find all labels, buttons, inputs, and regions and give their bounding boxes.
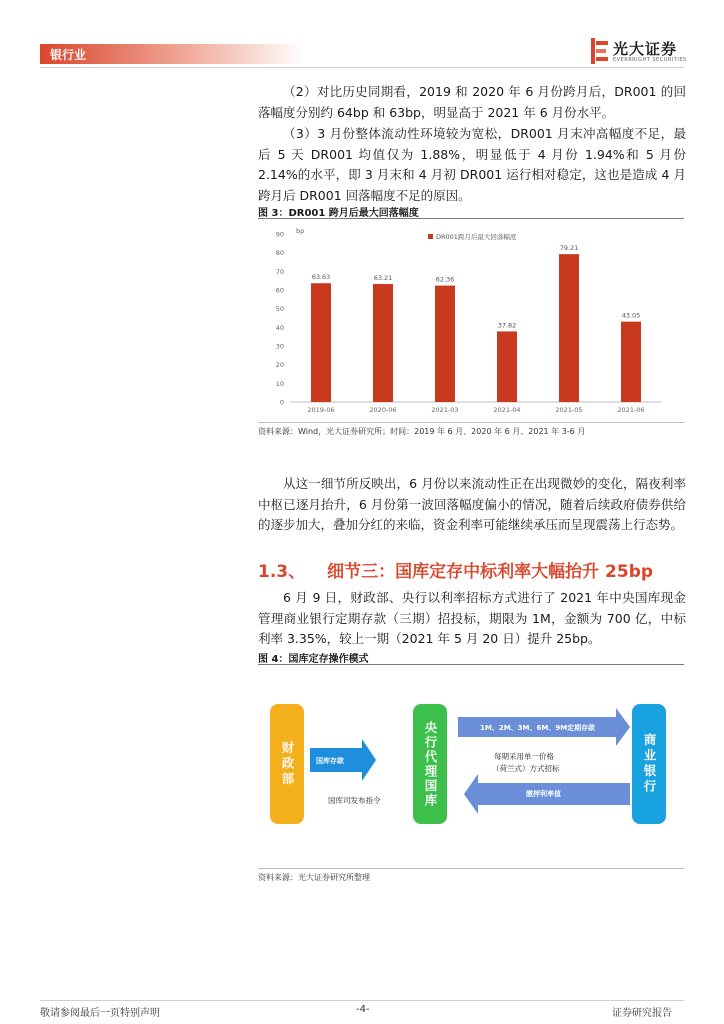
y-tick-label: 60 [275,286,284,295]
bar-value-label: 43.05 [621,311,641,320]
bar [373,284,393,402]
dr001-bar-chart [258,222,684,422]
figure3-top-rule [258,218,684,219]
mid-caption-2: （荷兰式）方式招标 [492,764,560,773]
box-commercial-banks: 商业银行 [632,704,666,824]
arrow1-label: 国库存款 [316,757,344,765]
footer-report-type: 证券研究报告 [612,1008,672,1019]
x-tick-label: 2021-04 [493,406,521,414]
y-tick-label: 30 [275,342,284,351]
x-tick-label: 2019-06 [307,406,335,414]
treasury-flow-diagram [258,670,684,870]
logo-subtitle: EVERBRIGHT SECURITIES [613,57,687,63]
logo-mark-icon [591,38,609,64]
logo-name: 光大证券 [613,40,678,58]
paragraph-conclusion: 从这一细节所反映出，6 月份以来流动性正在出现微妙的变化，隔夜利率中枢已逐月抬升，6 月份第一波回落幅度偏小的情况，随着后续政府债券供给的逐步加大，叠加分红的来临，资金利率可能继续承压而呈现震荡上行态势。 [258,476,686,532]
box-ministry-of-finance: 财政部 [270,704,304,824]
paragraph-march: （3）3 月份整体流动性环境较为宽松，DR001 月末冲高幅度不足，最后 5 天 DR001 均值仅为 1.88%，明显低于 4 月份 1.94%和 5 月份 2.14%的水平，即 3 月末和 4 月初 DR001 运行相对稳定，这也是造成 4 月跨月后 DR001 回落幅度不足的原因。 [258,126,686,203]
arrow2-label: 1M、2M、3M、6M、9M定期存款 [480,724,596,732]
arrow3-label: 缴押利率值 [526,790,561,798]
y-tick-label: 80 [275,249,284,258]
y-tick-label: 70 [275,267,284,276]
figure3-source: 资料来源：Wind，光大证券研究所；时间：2019 年 6 月、2020 年 6 月、2021 年 3-6 月 [258,427,586,436]
y-tick-label: 90 [275,230,284,239]
header-divider [40,67,684,68]
footer-disclaimer: 敬请参阅最后一页特别声明 [40,1008,160,1019]
footer-divider [40,1000,684,1001]
y-tick-label: 50 [275,305,284,314]
bar-value-label: 63.63 [311,273,331,282]
figure4-source: 资料来源：光大证券研究所整理 [258,873,370,882]
bar [621,322,641,402]
bar [435,286,455,402]
paragraph-treasury-deposit: 6 月 9 日，财政部、央行以利率招标方式进行了 2021 年中央国库现金管理商业银行定期存款（三期）招投标，期限为 1M，金额为 700 亿，中标利率 3.35%，较上一期（2021 年 5 月 20 日）提升 25bp。 [258,590,686,646]
x-tick-label: 2020-06 [369,406,397,414]
y-tick-label: 20 [275,361,284,370]
figure3-bottom-rule [258,422,684,423]
legend-swatch [428,234,433,239]
figure3-title: 图 3：DR001 跨月后最大回落幅度 [258,208,419,219]
y-tick-label: 40 [275,323,284,332]
mid-caption-1: 每期采用单一价格 [494,752,554,761]
section-number: 1.3、 [258,562,306,582]
x-tick-label: 2021-05 [555,406,583,414]
bar [559,254,579,402]
box-central-bank-treasury: 央行代理国库 [413,704,447,824]
x-tick-label: 2021-03 [431,406,459,414]
bar [311,283,331,402]
figure4-bottom-rule [258,868,684,869]
legend-label: DR001跨月后最大回落幅度 [436,233,517,241]
section-title: 细节三：国库定存中标利率大幅抬升 25bp [327,562,654,582]
flow-arrows [258,670,684,870]
bar-value-label: 63.21 [373,274,393,283]
industry-tag: 银行业 [50,48,87,62]
page-number: -4- [356,1004,370,1015]
bar-value-label: 79.21 [559,244,579,253]
y-tick-label: 10 [275,379,284,388]
bar-value-label: 37.82 [497,321,517,330]
figure4-top-rule [258,664,684,665]
figure4-title: 图 4：国库定存操作模式 [258,654,369,665]
y-unit-label: bp [296,227,305,235]
section-heading [258,557,653,582]
paragraph-history: （2）对比历史同期看，2019 和 2020 年 6 月份跨月后，DR001 的回落幅度分别约 64bp 和 63bp，明显高于 2021 年 6 月份水平。 [258,84,686,120]
bar-value-label: 62.36 [435,275,455,284]
y-tick-label: 0 [279,398,284,407]
company-logo [591,38,691,66]
x-tick-label: 2021-06 [617,406,645,414]
arrow1-caption: 国库司发布指令 [328,796,381,805]
bar [497,331,517,402]
